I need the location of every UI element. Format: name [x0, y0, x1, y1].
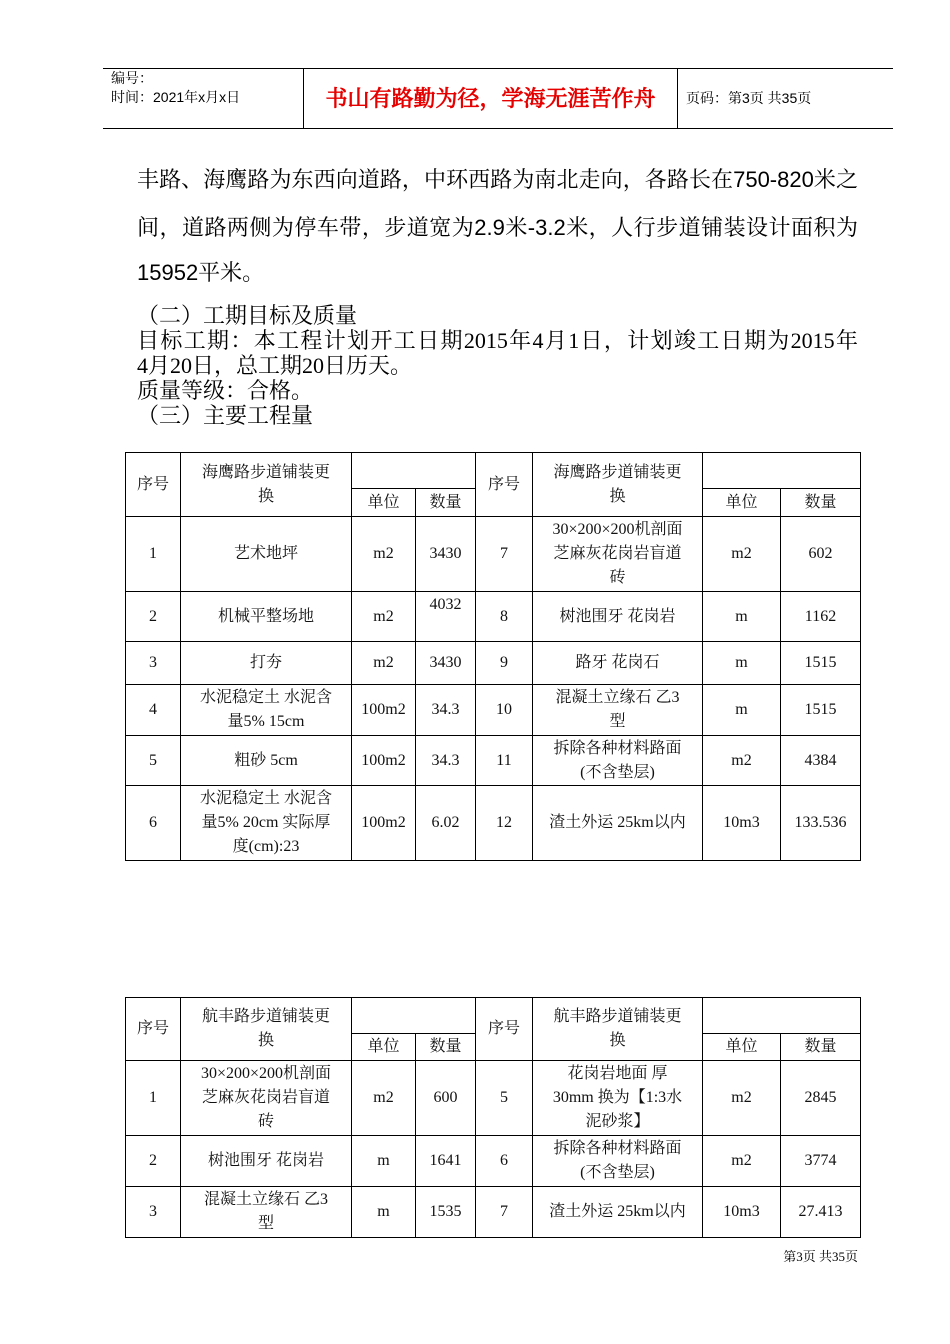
cell-qty: 3430	[416, 517, 476, 592]
cell-seq: 5	[126, 736, 181, 786]
cell-qty: 3430	[416, 642, 476, 685]
cell-seq: 7	[476, 517, 533, 592]
cell-unit: m	[703, 685, 781, 736]
item-header: 航丰路步道铺装更换	[181, 998, 352, 1061]
page-header	[103, 68, 893, 129]
table-row	[126, 1061, 861, 1136]
cell-item: 30×200×200机剖面芝麻灰花岗岩盲道砖	[533, 517, 703, 592]
cell-unit: 100m2	[352, 685, 416, 736]
cell-qty: 4384	[781, 736, 861, 786]
seq-header: 序号	[126, 998, 181, 1061]
cell-seq: 2	[126, 592, 181, 642]
table-row	[126, 1136, 861, 1187]
cell-qty: 2845	[781, 1061, 861, 1136]
cell-qty: 3774	[781, 1136, 861, 1187]
table-row	[126, 736, 861, 786]
cell-item: 粗砂 5cm	[181, 736, 352, 786]
header-blank-cell	[703, 998, 861, 1034]
paragraph-line: 丰路、海鹰路为东西向道路，中环西路为南北走向，各路长在750-820米之	[137, 167, 858, 192]
item-header: 海鹰路步道铺装更换	[181, 453, 352, 517]
qty-header: 数量	[781, 1034, 861, 1061]
cell-item: 30×200×200机剖面芝麻灰花岗岩盲道砖	[181, 1061, 352, 1136]
header-motto: 书山有路勤为径，学海无涯苦作舟	[304, 69, 678, 128]
paragraph-line: 15952平米。	[137, 260, 265, 285]
quantity-table-haiying	[125, 452, 861, 861]
table-row	[126, 592, 861, 642]
document-date-label: 时间：2021年x月x日	[111, 89, 241, 105]
cell-seq: 4	[126, 685, 181, 736]
cell-seq: 8	[476, 592, 533, 642]
item-header: 航丰路步道铺装更换	[533, 998, 703, 1061]
cell-qty: 27.413	[781, 1187, 861, 1238]
qty-header: 数量	[781, 489, 861, 517]
cell-item: 打夯	[181, 642, 352, 685]
qty-header: 数量	[416, 489, 476, 517]
cell-item: 机械平整场地	[181, 592, 352, 642]
cell-qty: 4032	[416, 592, 476, 642]
quality-grade-line: 质量等级：合格。	[137, 378, 314, 403]
table-row	[126, 1187, 861, 1238]
header-page-number: 页码：第3页 共35页	[686, 90, 812, 106]
page-footer-number: 第3页 共35页	[783, 1249, 858, 1264]
cell-seq: 10	[476, 685, 533, 736]
cell-item: 渣土外运 25km以内	[533, 1187, 703, 1238]
cell-unit: 100m2	[352, 736, 416, 786]
cell-unit: m2	[352, 592, 416, 642]
cell-seq: 6	[476, 1136, 533, 1187]
cell-seq: 9	[476, 642, 533, 685]
cell-unit: m2	[703, 1136, 781, 1187]
table-row	[126, 642, 861, 685]
seq-header: 序号	[126, 453, 181, 517]
target-schedule-line: 4月20日，总工期20日历天。	[137, 353, 413, 378]
cell-unit: m	[352, 1136, 416, 1187]
cell-item: 拆除各种材料路面(不含垫层)	[533, 736, 703, 786]
item-header: 海鹰路步道铺装更换	[533, 453, 703, 517]
cell-item: 树池围牙 花岗岩	[533, 592, 703, 642]
cell-item: 路牙 花岗石	[533, 642, 703, 685]
table-row	[126, 685, 861, 736]
cell-qty: 1515	[781, 685, 861, 736]
cell-unit: m2	[703, 517, 781, 592]
cell-unit: m2	[703, 1061, 781, 1136]
cell-unit: 10m3	[703, 786, 781, 861]
cell-seq: 3	[126, 1187, 181, 1238]
cell-qty: 1162	[781, 592, 861, 642]
section-heading-quantities: （三）主要工程量	[137, 403, 314, 428]
cell-qty: 1641	[416, 1136, 476, 1187]
target-schedule-line: 目标工期：本工程计划开工日期2015年4月1日，计划竣工日期为2015年	[137, 328, 858, 353]
cell-unit: m2	[352, 1061, 416, 1136]
cell-seq: 1	[126, 517, 181, 592]
header-blank-cell	[352, 453, 476, 489]
cell-item: 混凝土立缘石 乙3型	[181, 1187, 352, 1238]
cell-qty: 1535	[416, 1187, 476, 1238]
cell-unit: 100m2	[352, 786, 416, 861]
header-blank-cell	[352, 998, 476, 1034]
cell-qty: 600	[416, 1061, 476, 1136]
cell-unit: 10m3	[703, 1187, 781, 1238]
cell-item: 水泥稳定土 水泥含量5% 15cm	[181, 685, 352, 736]
cell-qty: 34.3	[416, 736, 476, 786]
unit-header: 单位	[352, 489, 416, 517]
table-header-row	[126, 453, 861, 489]
cell-seq: 5	[476, 1061, 533, 1136]
cell-qty: 34.3	[416, 685, 476, 736]
qty-header: 数量	[416, 1034, 476, 1061]
cell-item: 拆除各种材料路面(不含垫层)	[533, 1136, 703, 1187]
cell-item: 花岗岩地面 厚30mm 换为【1:3水泥砂浆】	[533, 1061, 703, 1136]
cell-qty: 6.02	[416, 786, 476, 861]
cell-seq: 6	[126, 786, 181, 861]
unit-header: 单位	[352, 1034, 416, 1061]
cell-seq: 7	[476, 1187, 533, 1238]
cell-qty: 602	[781, 517, 861, 592]
section-heading-schedule: （二）工期目标及质量	[137, 303, 358, 328]
cell-qty: 1515	[781, 642, 861, 685]
cell-item: 渣土外运 25km以内	[533, 786, 703, 861]
table-header-row	[126, 998, 861, 1034]
cell-item: 混凝土立缘石 乙3型	[533, 685, 703, 736]
cell-seq: 3	[126, 642, 181, 685]
cell-unit: m2	[352, 642, 416, 685]
quantity-table-hangfeng	[125, 997, 861, 1238]
cell-seq: 11	[476, 736, 533, 786]
cell-seq: 2	[126, 1136, 181, 1187]
cell-qty: 133.536	[781, 786, 861, 861]
cell-unit: m	[703, 642, 781, 685]
cell-unit: m	[703, 592, 781, 642]
cell-seq: 1	[126, 1061, 181, 1136]
document-number-label: 编号：	[111, 70, 153, 86]
unit-header: 单位	[703, 1034, 781, 1061]
cell-seq: 12	[476, 786, 533, 861]
table-row	[126, 786, 861, 861]
unit-header: 单位	[703, 489, 781, 517]
cell-item: 树池围牙 花岗岩	[181, 1136, 352, 1187]
paragraph-line: 间，道路两侧为停车带，步道宽为2.9米-3.2米，人行步道铺装设计面积为	[137, 215, 858, 240]
cell-unit: m2	[352, 517, 416, 592]
header-blank-cell	[703, 453, 861, 489]
cell-unit: m2	[703, 736, 781, 786]
seq-header: 序号	[476, 453, 533, 517]
header-meta	[103, 69, 304, 128]
cell-item: 艺术地坪	[181, 517, 352, 592]
cell-item: 水泥稳定土 水泥含量5% 20cm 实际厚度(cm):23	[181, 786, 352, 861]
cell-unit: m	[352, 1187, 416, 1238]
seq-header: 序号	[476, 998, 533, 1061]
table-row	[126, 517, 861, 592]
